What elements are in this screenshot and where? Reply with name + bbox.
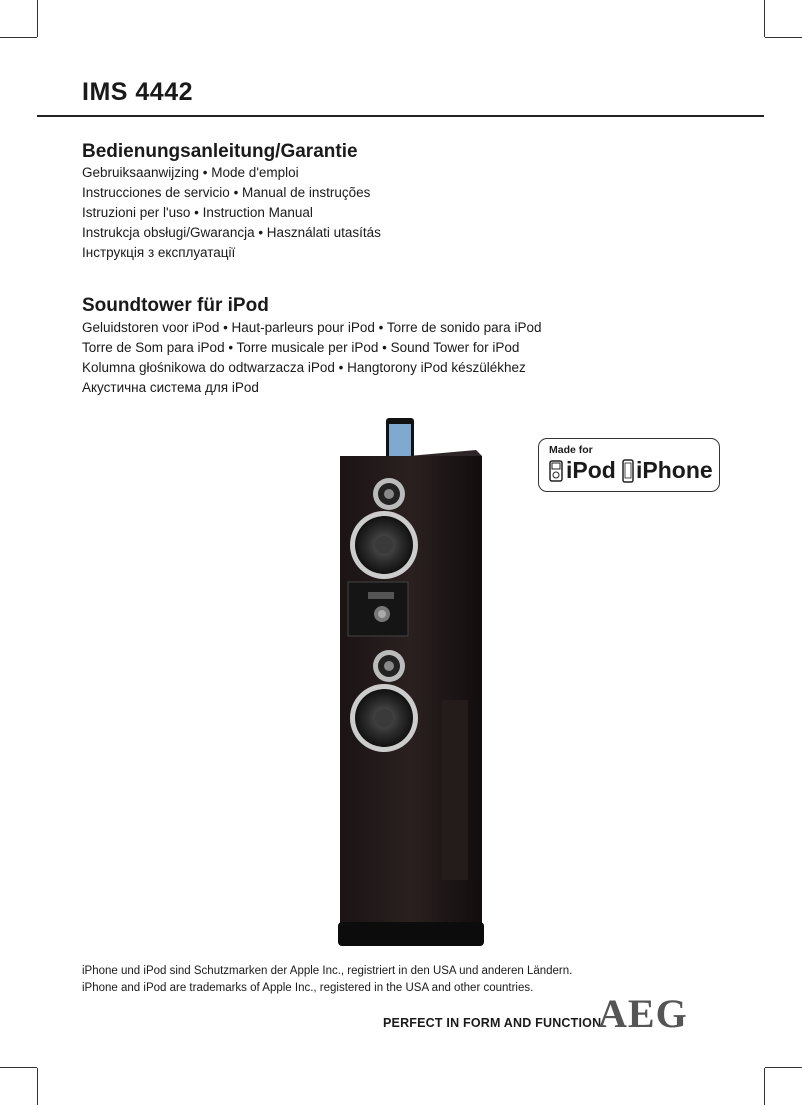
list-item: Kolumna głośnikowa do odtwarzacza iPod • Hangtorony iPod készülékhez — [82, 360, 526, 375]
crop-mark — [765, 1067, 802, 1068]
crop-mark — [765, 37, 802, 38]
crop-mark — [37, 0, 38, 37]
speaker-base — [338, 922, 484, 946]
crop-mark — [764, 1068, 765, 1105]
list-item: Geluidstoren voor iPod • Haut-parleurs pour iPod • Torre de sonido para iPod — [82, 320, 542, 335]
manual-heading: Bedienungsanleitung/Garantie — [82, 141, 358, 162]
product-language-list — [82, 318, 541, 398]
list-item: Акустична система для iPod — [82, 380, 259, 395]
list-item: Instrukcja obsługi/Gwarancja • Használati utasítás — [82, 225, 381, 240]
list-item: Інструкція з експлуатації — [82, 245, 236, 260]
trademark-de: iPhone und iPod sind Schutzmarken der Apple Inc., registriert in den USA und anderen Ländern. — [82, 965, 573, 977]
iphone-screen — [389, 424, 411, 456]
manual-language-list — [82, 163, 381, 263]
crop-mark — [0, 1067, 37, 1068]
iphone-icon — [622, 459, 634, 483]
trademark-note — [82, 963, 572, 997]
made-for-label: Made for — [549, 444, 593, 456]
iphone-label: iPhone — [636, 457, 713, 483]
crop-mark — [0, 37, 37, 38]
crop-mark — [37, 1068, 38, 1105]
bass-port — [442, 700, 468, 880]
list-item: Istruzioni per l'uso • Instruction Manual — [82, 205, 313, 220]
ipod-label: iPod — [566, 457, 616, 483]
list-item: Gebruiksaanwijzing • Mode d'emploi — [82, 165, 299, 180]
trademark-en: iPhone and iPod are trademarks of Apple Inc., registered in the USA and other countries. — [82, 982, 534, 994]
model-title: IMS 4442 — [82, 78, 194, 106]
header-rule — [37, 115, 764, 117]
crop-mark — [764, 0, 765, 37]
list-item: Torre de Som para iPod • Torre musicale per iPod • Sound Tower for iPod — [82, 340, 520, 355]
ipod-icon — [549, 460, 563, 482]
product-heading: Soundtower für iPod — [82, 295, 269, 316]
list-item: Instrucciones de servicio • Manual de instruções — [82, 185, 371, 200]
aeg-logo: AEG — [598, 991, 688, 1036]
speaker-tower-image — [336, 410, 486, 950]
made-for-badge — [538, 438, 720, 492]
slogan: PERFECT IN FORM AND FUNCTION — [383, 1016, 602, 1030]
